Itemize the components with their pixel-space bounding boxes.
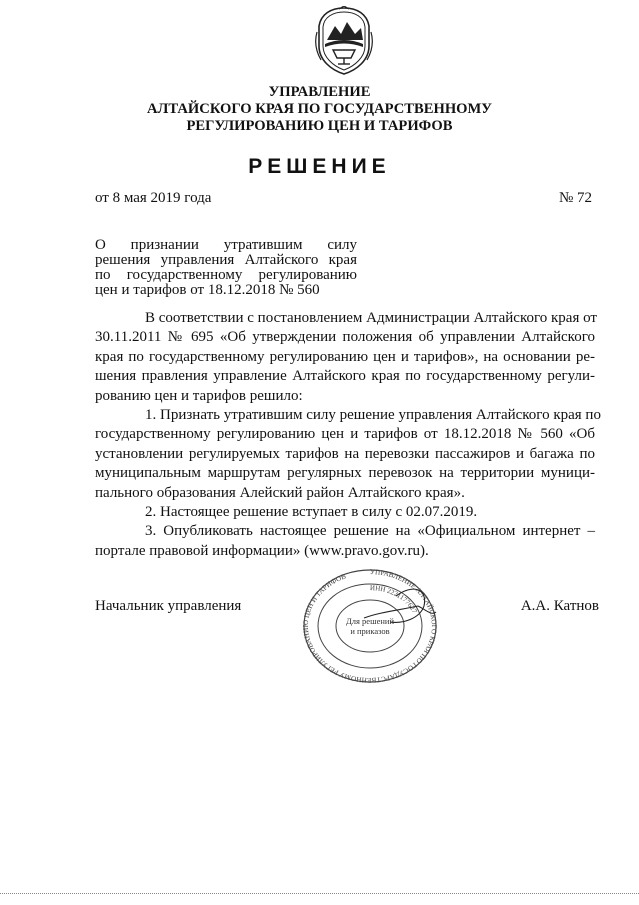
body-line: 30.11.2011 № 695 «Об утверждении положения об управлении Алтайского <box>95 329 595 346</box>
body-line: портале правовой информации» (www.pravo.gov.ru). <box>95 542 429 559</box>
body-line: государственному регулированию цен и тарифов от 18.12.2018 № 560 «Об <box>95 426 595 443</box>
body-line: В соответствии с постановлением Администрации Алтайского края от <box>145 310 597 326</box>
subject-line: решения управления Алтайского края <box>95 252 357 268</box>
subject-line: цен и тарифов от 18.12.2018 № 560 <box>95 282 320 298</box>
stamp-code-text: ИНН 2221177627 <box>369 583 419 615</box>
body-line: установлении регулируемых тарифов на перевозки пассажиров и багажа по <box>95 445 595 462</box>
document-body <box>95 309 601 561</box>
organization-header <box>0 84 639 135</box>
body-line: муниципальным маршрутам регулярных перевозок на территории муници- <box>95 465 595 482</box>
subject-line: О признании утратившим силу <box>95 237 357 253</box>
org-line-2: АЛТАЙСКОГО КРАЯ ПО ГОСУДАРСТВЕННОМУ <box>146 101 493 117</box>
document-type-title: РЕШЕНИЕ <box>248 155 391 178</box>
org-line-3: РЕГУЛИРОВАНИЮ ЦЕН И ТАРИФОВ <box>186 118 453 134</box>
page-bottom-dotted-line <box>0 893 639 894</box>
body-line: 1. Признать утратившим силу решение управления Алтайского края по <box>145 407 601 424</box>
stamp-inner-line-2: и приказов <box>350 626 390 636</box>
signatory-position: Начальник управления <box>95 598 242 614</box>
stamp-outer-text: УПРАВЛЕНИЕ АЛТАЙСКОГО КРАЯ ПО ГОСУДАРСТВЕННОМУ РЕГУЛИРОВАНИЮ ЦЕН И ТАРИФОВ <box>301 567 438 684</box>
coat-of-arms-emblem <box>313 6 375 76</box>
stamp-inner-line-1: Для решений <box>345 616 395 626</box>
body-line: 2. Настоящее решение вступает в силу с 02.07.2019. <box>145 504 478 521</box>
document-number: № 72 <box>558 190 592 206</box>
document-date: от 8 мая 2019 года <box>95 190 212 206</box>
subject-line: по государственному регулированию <box>95 267 357 283</box>
body-line: 3. Опубликовать настоящее решение на «Официальном интернет – <box>145 523 595 540</box>
body-line: шения правления управление Алтайского края по государственному регули- <box>95 368 595 385</box>
signatory-name: А.А. Катнов <box>520 598 599 614</box>
body-line: рованию цен и тарифов решило: <box>95 387 303 404</box>
org-line-1: УПРАВЛЕНИЕ <box>268 84 371 100</box>
body-line: пального образования Алейский район Алтайского края». <box>95 484 465 501</box>
body-line: края по государственному регулированию цен и тарифов», на основании ре- <box>95 348 595 365</box>
official-seal-stamp <box>300 566 440 684</box>
document-subject <box>95 238 357 298</box>
